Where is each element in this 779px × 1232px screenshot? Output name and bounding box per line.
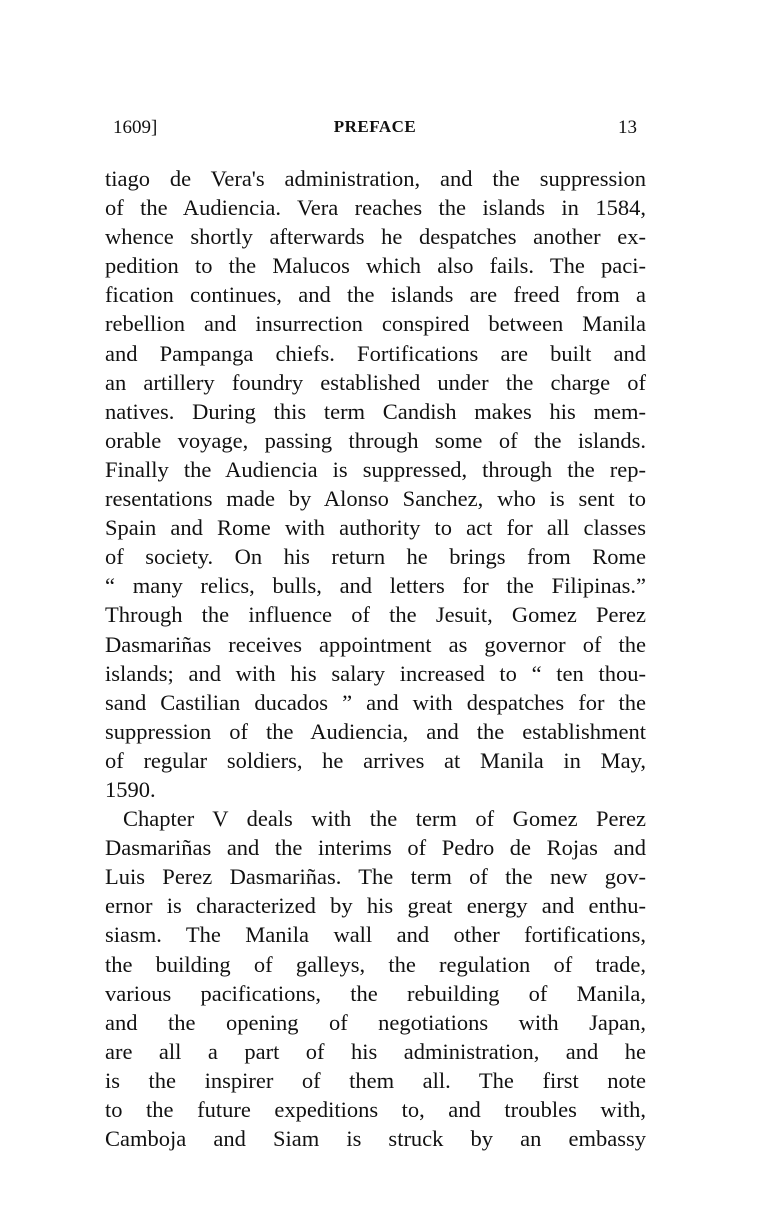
- text-line: pedition to the Malucos which also fails. The paci-: [105, 253, 646, 279]
- header-year: 1609]: [113, 117, 158, 138]
- text-line: sand Castilian ducados ” and with despatches for the: [105, 689, 646, 715]
- text-line: Camboja and Siam is struck by an embassy: [105, 1126, 646, 1152]
- text-line: Luis Perez Dasmariñas. The term of the new gov-: [105, 864, 646, 890]
- text-line: natives. During this term Candish makes his mem-: [105, 398, 646, 424]
- text-line: to the future expeditions to, and troubles with,: [105, 1097, 646, 1122]
- text-line: suppression of the Audiencia, and the establishment: [105, 718, 646, 744]
- text-line: Dasmariñas and the interims of Pedro de Rojas and: [105, 835, 646, 861]
- text-line: tiago de Vera's administration, and the suppression: [105, 166, 646, 191]
- text-line: fication continues, and the islands are freed from a: [105, 282, 646, 308]
- text-line: Dasmariñas receives appointment as governor of the: [105, 631, 646, 657]
- text-line: of the Audiencia. Vera reaches the islands in 1584,: [105, 195, 646, 221]
- text-line: are all a part of his administration, and he: [105, 1038, 646, 1064]
- text-line: “ many relics, bulls, and letters for the Filipinas.”: [105, 573, 646, 599]
- text-line: and the opening of negotiations with Japan,: [105, 1009, 646, 1035]
- text-line: rebellion and insurrection conspired between Manila: [105, 311, 646, 337]
- text-line: an artillery foundry established under the charge of: [105, 369, 646, 395]
- header-title: PREFACE: [333, 117, 417, 136]
- text-line: and Pampanga chiefs. Fortifications are built and: [105, 340, 646, 366]
- paragraph-start-line: Chapter V deals with the term of Gomez Perez: [123, 806, 646, 832]
- text-line: various pacifications, the rebuilding of Manila,: [105, 980, 646, 1006]
- body-text: [105, 164, 646, 1153]
- text-line: is the inspirer of them all. The first note: [105, 1067, 646, 1093]
- text-line: of regular soldiers, he arrives at Manila in May,: [105, 747, 646, 773]
- page-number: 13: [618, 117, 637, 138]
- text-line: whence shortly afterwards he despatches another ex-: [105, 224, 646, 250]
- text-line: Through the influence of the Jesuit, Gomez Perez: [105, 602, 646, 628]
- text-line: ernor is characterized by his great energy and enthu-: [105, 893, 646, 919]
- running-header: [105, 117, 645, 147]
- text-line: resentations made by Alonso Sanchez, who is sent to: [105, 486, 646, 512]
- text-line: Spain and Rome with authority to act for all classes: [105, 515, 646, 541]
- text-line: siasm. The Manila wall and other fortifications,: [105, 922, 646, 948]
- paragraph-end-line: 1590.: [105, 776, 156, 802]
- text-line: of society. On his return he brings from Rome: [105, 544, 646, 570]
- text-line: Finally the Audiencia is suppressed, through the rep-: [105, 456, 646, 482]
- text-line: the building of galleys, the regulation of trade,: [105, 951, 646, 977]
- text-line: orable voyage, passing through some of the islands.: [105, 427, 646, 453]
- text-line: islands; and with his salary increased to “ ten thou-: [105, 660, 646, 686]
